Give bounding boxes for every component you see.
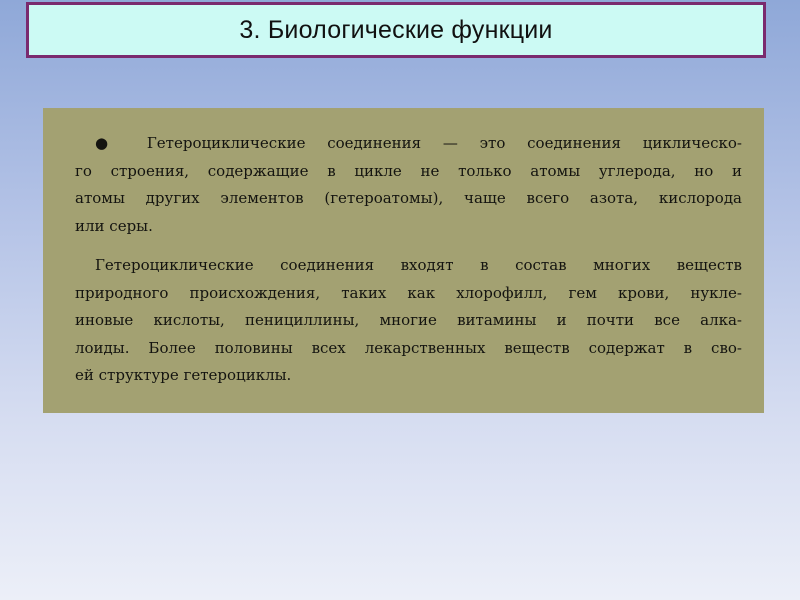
slide-title-box [26,2,766,58]
paragraph-line: Гетероциклические соединения входят в состав многих веществ [95,256,742,274]
paragraph-line: лоиды. Более половины всех лекарственных веществ содержат в сво- [75,338,742,357]
paragraph-line: иновые кислоты, пенициллины, многие витамины и почти все алка- [75,311,742,329]
paragraph-line: или серы. [75,216,153,235]
text-panel [43,108,764,413]
paragraph-line: ● Гетероциклические соединения — это соединения циклическо- [95,134,742,152]
slide-title: 3. Биологические функции [239,15,553,44]
paragraph-definition [75,130,742,240]
paragraph-line: го строения, содержащие в цикле не только атомы углерода, но и [75,161,742,180]
paragraph-natural-occurrence [75,252,742,390]
paragraph-line: природного происхождения, таких как хлорофилл, гем крови, нукле- [75,283,742,302]
paragraph-line: ей структуре гетероциклы. [75,366,292,384]
paragraph-line: атомы других элементов (гетероатомы), чаще всего азота, кислорода [75,189,742,207]
